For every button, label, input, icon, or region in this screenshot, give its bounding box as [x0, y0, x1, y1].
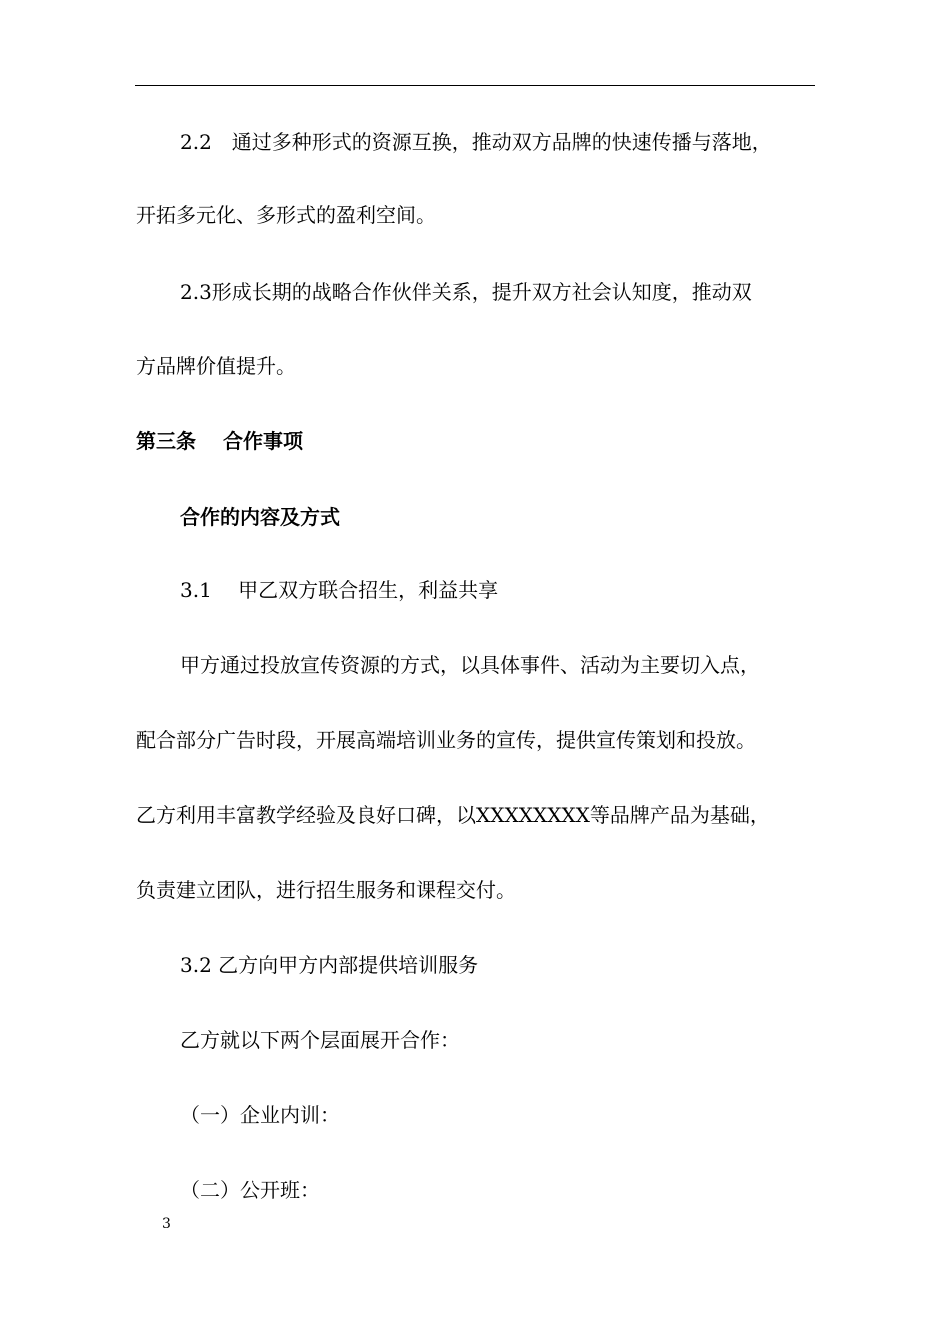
article-3-heading: 第三条 合作事项: [136, 429, 303, 453]
paragraph-2-2-line2: 开拓多元化、多形式的盈利空间。: [136, 203, 436, 227]
paragraph-3-1-title: 3.1 甲乙双方联合招生，利益共享: [180, 578, 499, 602]
list-item-public-class: （二）公开班：: [180, 1178, 320, 1202]
paragraph-3-2-intro: 乙方就以下两个层面展开合作：: [180, 1028, 460, 1052]
paragraph-3-1-body-line4: 负责建立团队，进行招生服务和课程交付。: [136, 878, 516, 902]
header-rule: [135, 85, 815, 86]
paragraph-3-2-title: 3.2 乙方向甲方内部提供培训服务: [180, 953, 479, 977]
paragraph-2-3-line2: 方品牌价值提升。: [136, 354, 296, 378]
paragraph-3-1-body-line3: 乙方利用丰富教学经验及良好口碑，以XXXXXXXX等品牌产品为基础，: [136, 803, 770, 827]
paragraph-3-1-body-line2: 配合部分广告时段，开展高端培训业务的宣传，提供宣传策划和投放。: [136, 728, 756, 752]
paragraph-2-3-line1: 2.3形成长期的战略合作伙伴关系，提升双方社会认知度，推动双: [180, 280, 752, 304]
section-subheading: 合作的内容及方式: [180, 505, 340, 529]
list-item-enterprise-training: （一）企业内训：: [180, 1103, 340, 1127]
paragraph-2-2-line1: 2.2 通过多种形式的资源互换，推动双方品牌的快速传播与落地，: [180, 130, 772, 154]
paragraph-3-1-body-line1: 甲方通过投放宣传资源的方式，以具体事件、活动为主要切入点，: [180, 653, 760, 677]
page-number: 3: [162, 1216, 171, 1232]
